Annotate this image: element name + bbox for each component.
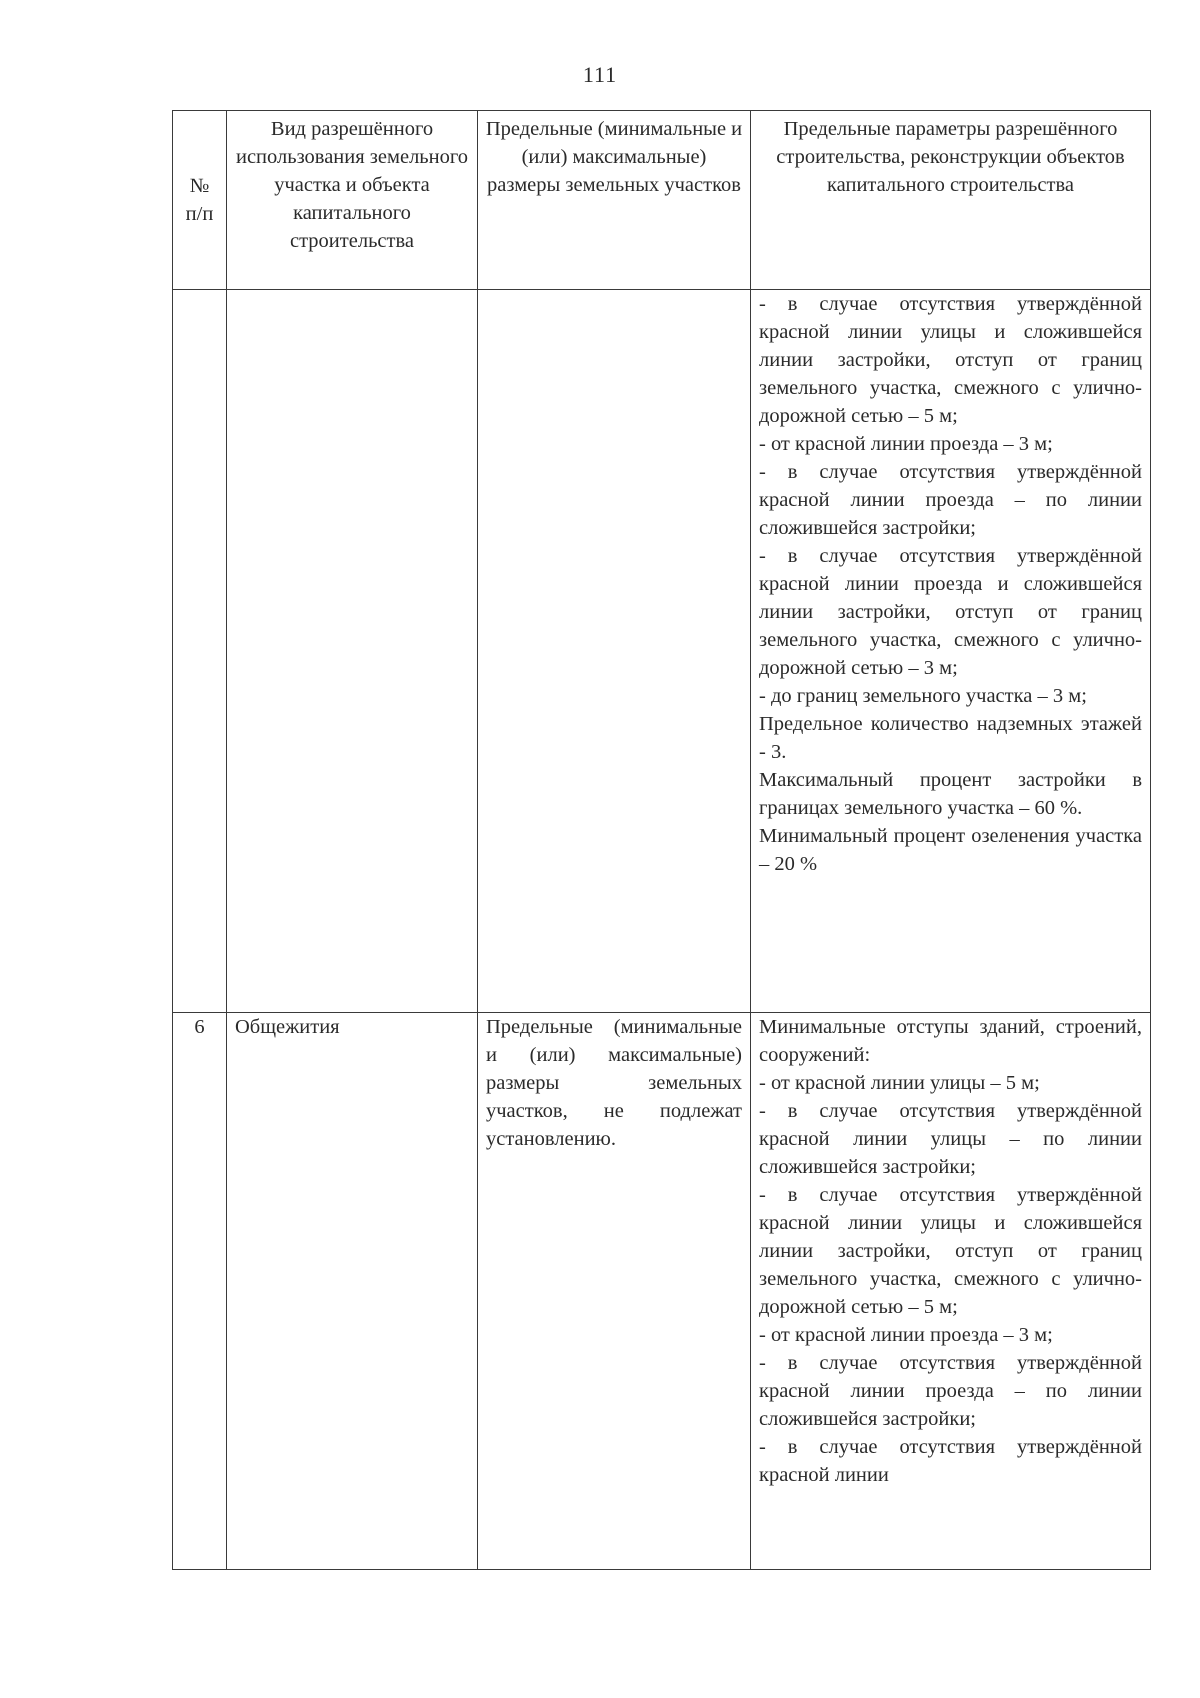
page-number: 111 [582,62,618,87]
regulations-table [172,110,1151,1570]
cell-permitted-use [227,290,478,1013]
param-line: - в случае отсутствия утверждённой красной линии проезда и сложившейся линии застройки, отступ от границ земельного участка, смежного с улично-дорожной сетью – 3 м; [759,545,1142,679]
table-row-6 [173,1013,1151,1570]
cell-number [173,290,227,1013]
header-plot-sizes: Предельные (минимальные и (или) максимальные) размеры земельных участков [478,111,751,290]
header-permitted-use: Вид разрешённого использования земельного участка и объекта капитального строительства [227,111,478,290]
cell-plot-sizes [478,290,751,1013]
cell-permitted-use: Общежития [227,1013,478,1570]
param-line: - в случае отсутствия утверждённой красной линии улицы – по линии сложившейся застройки; [759,1100,1142,1178]
header-construction-parameters: Предельные параметры разрешённого строительства, реконструкции объектов капитального строительства [751,111,1151,290]
param-line: - от красной линии проезда – 3 м; [759,1324,1053,1346]
table-header-row [173,111,1151,290]
table-row-continuation [173,290,1151,1013]
param-line: - от красной линии проезда – 3 м; [759,433,1053,455]
param-line: Максимальный процент застройки в границах земельного участка – 60 %. [759,769,1142,819]
param-line: Минимальные отступы зданий, строений, сооружений: [759,1016,1142,1066]
param-line: - в случае отсутствия утверждённой красной линии проезда – по линии сложившейся застройки; [759,1352,1142,1430]
cell-construction-parameters [751,290,1151,1013]
param-line: Предельное количество надземных этажей - 3. [759,713,1142,763]
param-line: - в случае отсутствия утверждённой красной линии [759,1436,1142,1486]
param-line: - от красной линии улицы – 5 м; [759,1072,1040,1094]
param-line: - в случае отсутствия утверждённой красной линии улицы и сложившейся линии застройки, отступ от границ земельного участка, смежного с улично-дорожной сетью – 5 м; [759,293,1142,427]
cell-plot-sizes: Предельные (минимальные и (или) максимальные) размеры земельных участков, не подлежат установлению. [478,1013,751,1570]
cell-number: 6 [173,1013,227,1570]
param-line: - в случае отсутствия утверждённой красной линии улицы и сложившейся линии застройки, отступ от границ земельного участка, смежного с улично-дорожной сетью – 5 м; [759,1184,1142,1318]
cell-construction-parameters [751,1013,1151,1570]
param-line: - до границ земельного участка – 3 м; [759,685,1087,707]
param-line: - в случае отсутствия утверждённой красной линии проезда – по линии сложившейся застройки; [759,461,1142,539]
header-number: № п/п [173,111,227,290]
param-line: Минимальный процент озеленения участка – 20 % [759,825,1142,875]
